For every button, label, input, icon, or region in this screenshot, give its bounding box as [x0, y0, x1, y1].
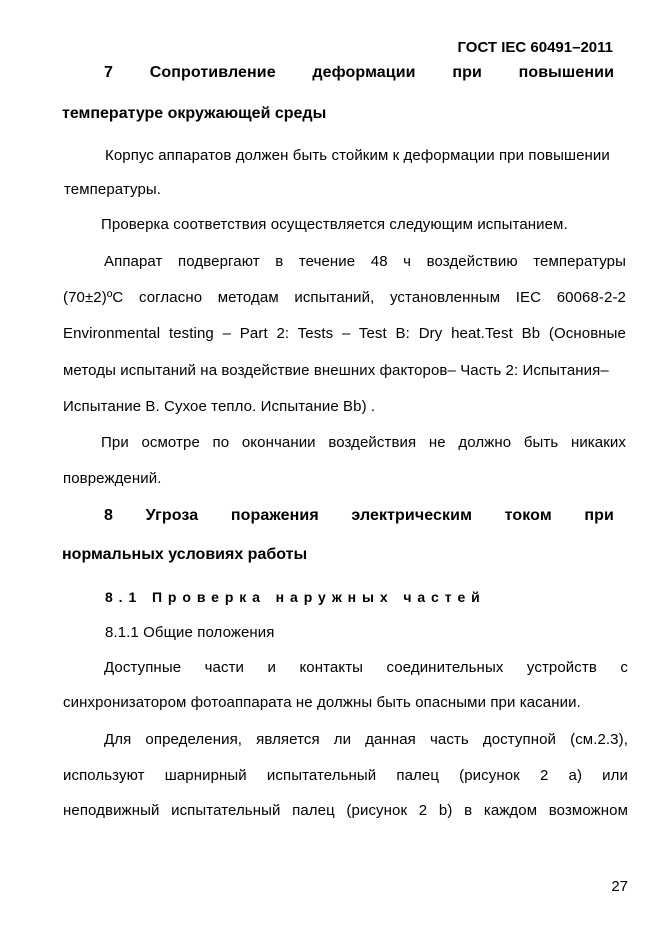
subsection-8-1-1-title: 8.1.1 Общие положения [105, 624, 275, 641]
section-7-paragraph-3-line-4: методы испытаний на воздействие внешних факторов– Часть 2: Испытания– [63, 362, 609, 379]
section-8-paragraph-1-line-1: Доступные части и контакты соединительных устройств с [104, 659, 628, 676]
section-8-title-line-2: нормальных условиях работы [62, 546, 308, 563]
section-7-paragraph-3-line-5: Испытание В. Сухое тепло. Испытание Bb) . [63, 398, 376, 415]
section-7-paragraph-2: Проверка соответствия осуществляется следующим испытанием. [101, 216, 568, 233]
section-7-title-line-2: температуре окружающей среды [62, 105, 327, 122]
section-7-paragraph-3-line-3: Environmental testing – Part 2: Tests – Test B: Dry heat.Test Bb (Основные [63, 325, 626, 342]
section-7-paragraph-3-line-1: Аппарат подвергают в течение 48 ч воздействию температуры [104, 253, 626, 270]
section-7-paragraph-3-line-2: (70±2)ºС согласно методам испытаний, установленным IEC 60068-2-2 [63, 289, 626, 306]
subsection-8-1-title: 8.1 Проверка наружных частей [105, 589, 486, 605]
section-7-paragraph-4-line-2: повреждений. [63, 470, 162, 487]
document-code: ГОСТ IEC 60491–2011 [457, 39, 613, 56]
page-number: 27 [611, 878, 628, 895]
section-8-title-line-1: 8 Угроза поражения электрическим током при [104, 507, 614, 524]
section-8-paragraph-2-line-3: неподвижный испытательный палец (рисунок 2 b) в каждом возможном [63, 802, 628, 819]
section-8-paragraph-2-line-1: Для определения, является ли данная часть доступной (см.2.3), [104, 731, 628, 748]
section-7-title-line-1: 7 Сопротивление деформации при повышении [104, 64, 614, 81]
section-8-paragraph-1-line-2: синхронизатором фотоаппарата не должны быть опасными при касании. [63, 694, 581, 711]
section-7-paragraph-1-line-1: Корпус аппаратов должен быть стойким к деформации при повышении [105, 147, 610, 164]
section-7-paragraph-4-line-1: При осмотре по окончании воздействия не должно быть никаких [101, 434, 626, 451]
section-8-paragraph-2-line-2: используют шарнирный испытательный палец (рисунок 2 а) или [63, 767, 628, 784]
section-7-paragraph-1-line-2: температуры. [64, 181, 162, 198]
